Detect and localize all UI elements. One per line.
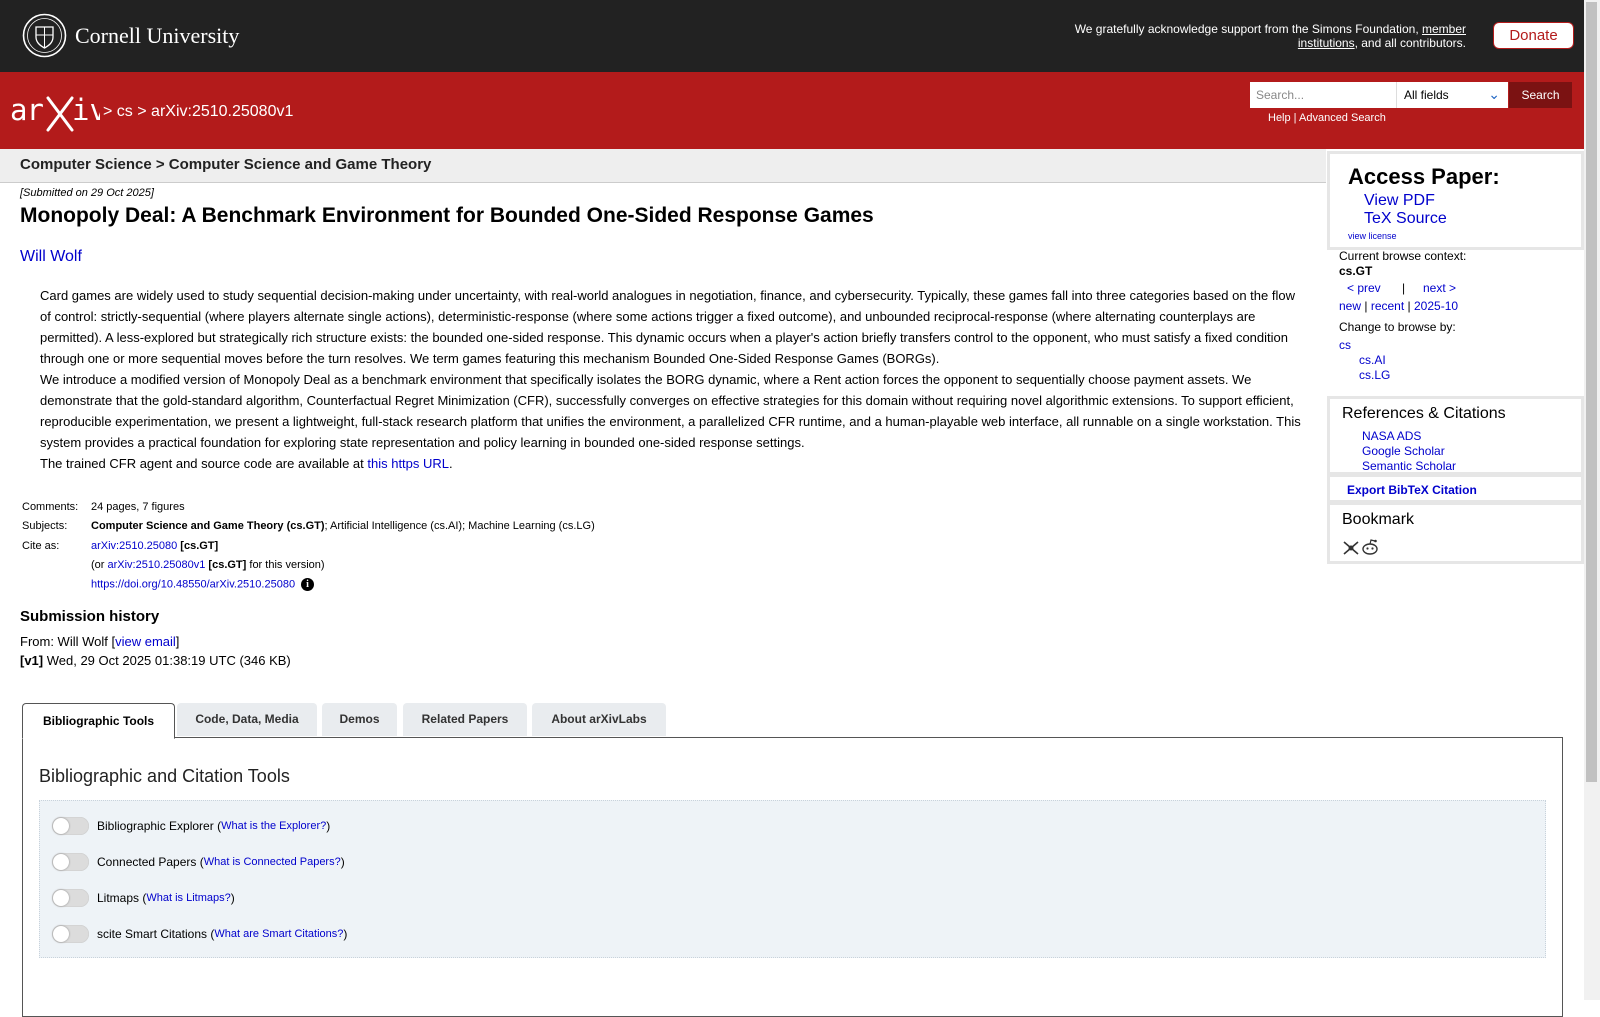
references-heading: References & Citations: [1342, 405, 1506, 422]
tool-row-scite: scite Smart Citations ( What are Smart Citations? ): [52, 924, 347, 944]
scite-toggle[interactable]: [52, 925, 89, 943]
tools-heading: Bibliographic and Citation Tools: [39, 766, 290, 786]
scite-help-link[interactable]: What are Smart Citations?: [214, 928, 344, 940]
scrollbar-thumb[interactable]: [1586, 2, 1597, 782]
tab-related-papers[interactable]: Related Papers: [403, 703, 527, 736]
view-pdf-link[interactable]: View PDF: [1364, 192, 1435, 209]
submission-from: From: Will Wolf [view email]: [20, 634, 180, 649]
tab-bibliographic-tools[interactable]: Bibliographic Tools: [22, 703, 175, 739]
bibtex-box: [1327, 474, 1584, 503]
arxiv-logo[interactable]: [10, 92, 100, 137]
current-context: cs.GT: [1339, 264, 1373, 278]
source-code-link[interactable]: this https URL: [367, 456, 450, 471]
breadcrumb-cs[interactable]: cs: [116, 103, 133, 120]
connected-papers-toggle[interactable]: [52, 853, 89, 871]
cornell-seal-icon: [22, 13, 67, 58]
tex-source-link[interactable]: TeX Source: [1364, 210, 1447, 227]
next-link[interactable]: next >: [1423, 281, 1457, 295]
tool-row-litmaps: Litmaps ( What is Litmaps? ): [52, 888, 235, 908]
browse-cs-link[interactable]: cs: [1339, 338, 1351, 352]
bookmark-box: [1327, 502, 1584, 564]
browse-cs-ai-link[interactable]: cs.AI: [1359, 353, 1386, 367]
help-link[interactable]: Help: [1268, 112, 1291, 124]
cite-id-link[interactable]: arXiv:2510.25080: [91, 539, 178, 552]
tool-row-connected-papers: Connected Papers ( What is Connected Papers? ): [52, 852, 345, 872]
category-title: Computer Science > Computer Science and Game Theory: [20, 156, 432, 173]
doi-link[interactable]: https://doi.org/10.48550/arXiv.2510.25080: [91, 578, 296, 591]
abstract-paragraph: We introduce a modified version of Monopoly Deal as a benchmark environment that specifically isolates the BORG dynamic, where a Rent action forces the opponent to sequentially choose payment assets. We demonstrate that the gold-standard algorithm, Counterfactual Regret Minimization (CFR), successfully converges on effective strategies for this domain without requiring novel algorithmic extensions. To support efficient, reproducible experimentation, we present a lightweight, full-stack research platform that unifies the environment, a parallelized CFR runtime, and a human-playable web interface, all runnable on a single workstation. This system provides a practical foundation for exploring state representation and policy learning in bounded one-sided response settings.: [40, 372, 1301, 450]
member-institutions-link[interactable]: member institutions: [1297, 22, 1466, 50]
prev-link[interactable]: < prev: [1347, 281, 1381, 295]
cornell-logo[interactable]: [22, 13, 239, 58]
explorer-help-link[interactable]: What is the Explorer?: [221, 820, 327, 832]
abstract-paragraph: Card games are widely used to study sequential decision-making under uncertainty, with real-world analogues in negotiation, finance, and cybersecurity. Typically, these games fall into three categories based on the flow of control: strictly-sequential (where players alternate single actions), deterministic-response (where some actions trigger a fixed outcome), and unbounded reciprocal-response (where alternating counterplays are permitted). A less-explored but strategically rich structure exists: the bounded one-sided response. This dynamic occurs when a player's action briefly transfers control to the opponent, who must satisfy a fixed condition through one or more sequential moves before the turn resolves. We term games featuring this mechanism Bounded One-Sided Response Games (BORGs).: [40, 288, 1295, 366]
advanced-search-link[interactable]: Advanced Search: [1299, 112, 1386, 124]
arxiv-logo-icon: [10, 92, 100, 132]
access-paper-box: [1327, 151, 1584, 250]
subjects-row: Subjects: Computer Science and Game Theory (cs.GT); Artificial Intelligence (cs.AI); Machine Learning (cs.LG): [20, 517, 597, 537]
cite-version-row: (or arXiv:2510.25080v1 [cs.GT] for this version): [91, 559, 325, 572]
top-bar: [0, 0, 1584, 72]
abstract: [40, 285, 1308, 474]
new-link[interactable]: new: [1339, 299, 1362, 313]
category-header: [0, 149, 1326, 183]
doi-row: [20, 575, 597, 595]
litmaps-help-link[interactable]: What is Litmaps?: [146, 892, 231, 904]
tab-panel: [22, 737, 1563, 1017]
search-button[interactable]: Search: [1509, 82, 1572, 108]
tab-code-data-media[interactable]: Code, Data, Media: [177, 703, 317, 736]
submitted-date: [Submitted on 29 Oct 2025]: [20, 187, 154, 199]
comments-value: 24 pages, 7 figures: [91, 500, 185, 513]
arxiv-header: [0, 72, 1584, 149]
chevron-down-icon: ⌄: [1488, 86, 1500, 102]
bookmark-heading: Bookmark: [1342, 511, 1415, 528]
month-link[interactable]: 2025-10: [1414, 299, 1459, 313]
tools-list: [39, 800, 1546, 958]
tab-about-arxivlabs[interactable]: About arXivLabs: [532, 703, 666, 736]
page-scrollbar[interactable]: [1584, 0, 1600, 1000]
litmaps-toggle[interactable]: [52, 889, 89, 907]
paper-title: Monopoly Deal: A Benchmark Environment for Bounded One-Sided Response Games: [20, 204, 874, 227]
tool-row-explorer: Bibliographic Explorer ( What is the Explorer? ): [52, 816, 330, 836]
svg-text:ar: ar: [10, 93, 43, 127]
help-links: Help | Advanced Search: [1268, 112, 1386, 124]
comments-row: Comments: 24 pages, 7 figures: [20, 497, 597, 517]
abstract-paragraph: The trained CFR agent and source code are available at this https URL.: [40, 456, 453, 471]
search-input[interactable]: [1250, 82, 1396, 108]
view-email-link[interactable]: view email: [115, 634, 176, 649]
svg-text:iv: iv: [72, 93, 100, 127]
author-link[interactable]: Will Wolf: [20, 248, 82, 265]
search-field-select[interactable]: All fields ⌄: [1396, 82, 1508, 108]
bibsonomy-icon[interactable]: [1342, 540, 1360, 556]
recent-link[interactable]: recent: [1370, 299, 1405, 313]
cornell-university-name: Cornell University: [75, 22, 240, 48]
submission-history-heading: Submission history: [20, 608, 160, 625]
browse-links: new | recent | 2025-10: [1339, 299, 1459, 313]
breadcrumb: > cs > arXiv:2510.25080v1: [103, 103, 294, 120]
info-icon[interactable]: i: [301, 578, 314, 591]
metadata-table: [20, 497, 597, 595]
export-bibtex-link[interactable]: Export BibTeX Citation: [1347, 483, 1477, 497]
references-box: [1327, 396, 1584, 475]
tab-demos[interactable]: Demos: [322, 703, 397, 736]
subjects-value: Computer Science and Game Theory (cs.GT); Artificial Intelligence (cs.AI); Machine Learning (cs.LG): [91, 520, 595, 533]
browse-context: Current browse context: cs.GT < prev | next > new | recent | 2025-10 Change to browse by: cs cs.AI cs.LG: [1339, 249, 1467, 382]
version-v1: [v1] Wed, 29 Oct 2025 01:38:19 UTC (346 KB): [20, 653, 291, 668]
connected-papers-help-link[interactable]: What is Connected Papers?: [203, 856, 341, 868]
support-message: We gratefully acknowledge support from the Simons Foundation, member institutions, and all contributors.: [1074, 22, 1466, 50]
access-paper-heading: Access Paper:: [1348, 164, 1500, 189]
reddit-icon[interactable]: [1361, 538, 1379, 556]
cite-row: Cite as: arXiv:2510.25080 [cs.GT]: [22, 539, 219, 552]
browse-cs-lg-link[interactable]: cs.LG: [1359, 368, 1391, 382]
google-scholar-link[interactable]: Google Scholar: [1362, 444, 1445, 458]
explorer-toggle[interactable]: [52, 817, 89, 835]
donate-button[interactable]: Donate: [1493, 22, 1574, 49]
cite-version-link[interactable]: arXiv:2510.25080v1: [107, 559, 206, 572]
nasa-ads-link[interactable]: NASA ADS: [1362, 429, 1422, 443]
semantic-scholar-link[interactable]: Semantic Scholar: [1362, 459, 1457, 473]
view-license-link[interactable]: view license: [1348, 231, 1397, 241]
breadcrumb-paper-id: arXiv:2510.25080v1: [151, 103, 294, 120]
